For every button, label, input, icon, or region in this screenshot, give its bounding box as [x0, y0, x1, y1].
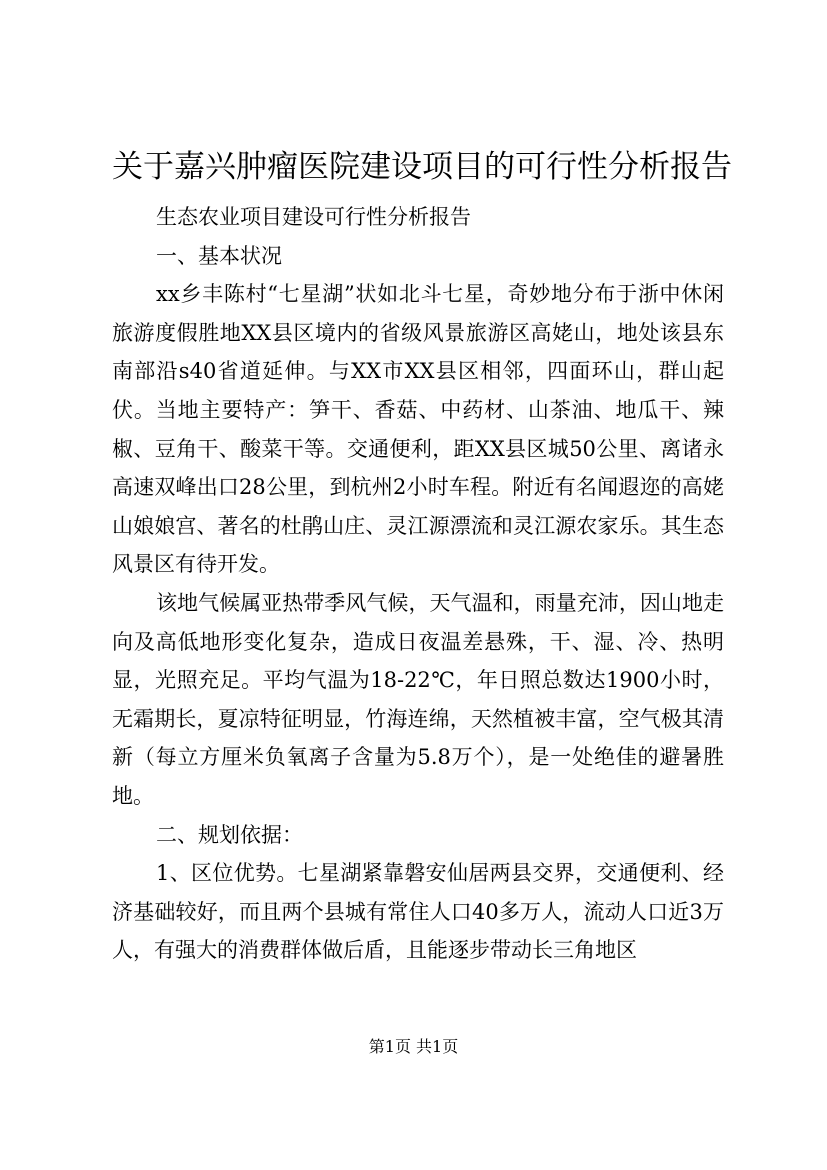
paragraph-location: xx乡丰陈村“七星湖”状如北斗七星，奇妙地分布于浙中休闲旅游度假胜地XX县区境内的省级风景旅游区高姥山，地处该县东南部沿s40省道延伸。与XX市XX县区相邻，四面环山，群山起伏。当地主要特产：笋干、香菇、中药材、山茶油、地瓜干、辣椒、豆角干、酸菜干等。交通便利，距XX县区城50公里、离诸永高速双峰出口28公里，到杭州2小时车程。附近有名闻遐迩的高姥山娘娘宫、著名的杜鹃山庄、灵江源漂流和灵江源农家乐。其生态风景区有待开发。	[112, 282, 724, 577]
document-body	[112, 198, 724, 970]
paragraph-location-advantage: 1、区位优势。七星湖紧靠磐安仙居两县交界，交通便利、经济基础较好，而且两个县城有常住人口40多万人，流动人口近3万人，有强大的消费群体做后盾，且能逐步带动长三角地区	[112, 861, 724, 963]
document-title: 关于嘉兴肿瘤医院建设项目的可行性分析报告	[112, 149, 732, 185]
paragraph-section-heading-2: 二、规划依据：	[156, 822, 303, 847]
paragraph-climate: 该地气候属亚热带季风气候，天气温和，雨量充沛，因山地走向及高低地形变化复杂，造成日夜温差悬殊，干、湿、冷、热明显，光照充足。平均气温为18-22℃，年日照总数达1900小时，无霜期长，夏凉特征明显，竹海连绵，天然植被丰富，空气极其清新（每立方厘米负氧离子含量为5.8万个），是一处绝佳的避暑胜地。	[112, 590, 724, 808]
paragraph-section-heading-1: 一、基本状况	[156, 243, 282, 268]
page-footer: 第1页 共1页	[368, 1037, 459, 1056]
paragraph-subtitle: 生态农业项目建设可行性分析报告	[156, 205, 471, 229]
